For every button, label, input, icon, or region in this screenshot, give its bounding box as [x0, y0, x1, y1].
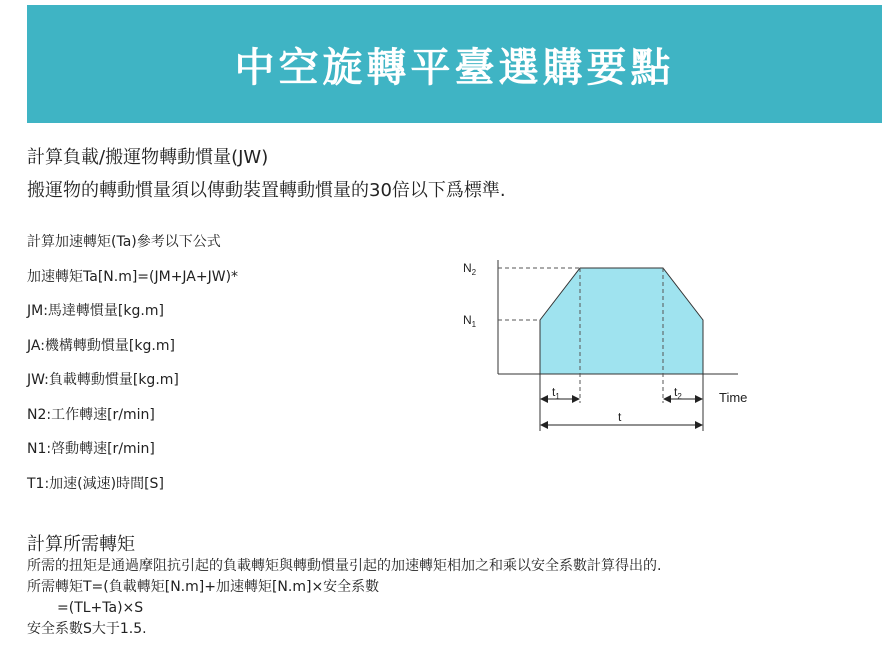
t1-label: $t_1$ — [552, 385, 560, 401]
safety-factor-note: 安全系數S大于1.5. — [27, 621, 147, 637]
formula-jw: JW:負載轉動慣量[kg.m] — [27, 372, 179, 388]
torque-description: 所需的扭矩是通過摩阻抗引起的負載轉矩與轉動慣量引起的加速轉矩相加之和乘以安全系數計算得出的. — [27, 558, 662, 574]
formula-ja: JA:機構轉動慣量[kg.m] — [27, 337, 175, 354]
torque-heading: 計算所需轉矩 — [27, 534, 135, 555]
t2-label: $t_2$ — [674, 385, 682, 401]
page-title: 中空旋轉平臺選購要點 — [234, 44, 675, 91]
inertia-heading: 計算負載/搬運物轉動慣量(JW) — [27, 147, 269, 168]
torque-formula-short: =(TL+Ta)×S — [57, 600, 144, 616]
formula-n2: N2:工作轉速[r/min] — [27, 406, 155, 423]
formula-intro: 計算加速轉矩(Ta)參考以下公式 — [27, 234, 221, 250]
speed-profile-diagram — [455, 245, 765, 435]
n2-label: $N_2$ — [463, 261, 477, 277]
title-banner — [27, 5, 882, 123]
formula-jm: JM:馬達轉慣量[kg.m] — [27, 303, 164, 319]
torque-explanation — [27, 556, 661, 640]
acceleration-formula-list — [27, 232, 238, 508]
torque-formula: 所需轉矩T=(負載轉矩[N.m]+加速轉矩[N.m]×安全系數 — [27, 579, 380, 595]
speed-profile-area — [540, 268, 703, 374]
formula-n1: N1:啓動轉速[r/min] — [27, 441, 155, 457]
inertia-description: 搬運物的轉動慣量須以傳動裝置轉動慣量的30倍以下爲標準. — [27, 180, 506, 201]
time-axis-label: Time — [719, 390, 748, 405]
total-time-label: t — [618, 410, 622, 424]
formula-ta: 加速轉矩Ta[N.m]=(JM+JA+JW)* — [27, 268, 239, 285]
formula-t1: T1:加速(減速)時間[S] — [27, 475, 164, 492]
n1-label: $N_1$ — [463, 313, 477, 329]
